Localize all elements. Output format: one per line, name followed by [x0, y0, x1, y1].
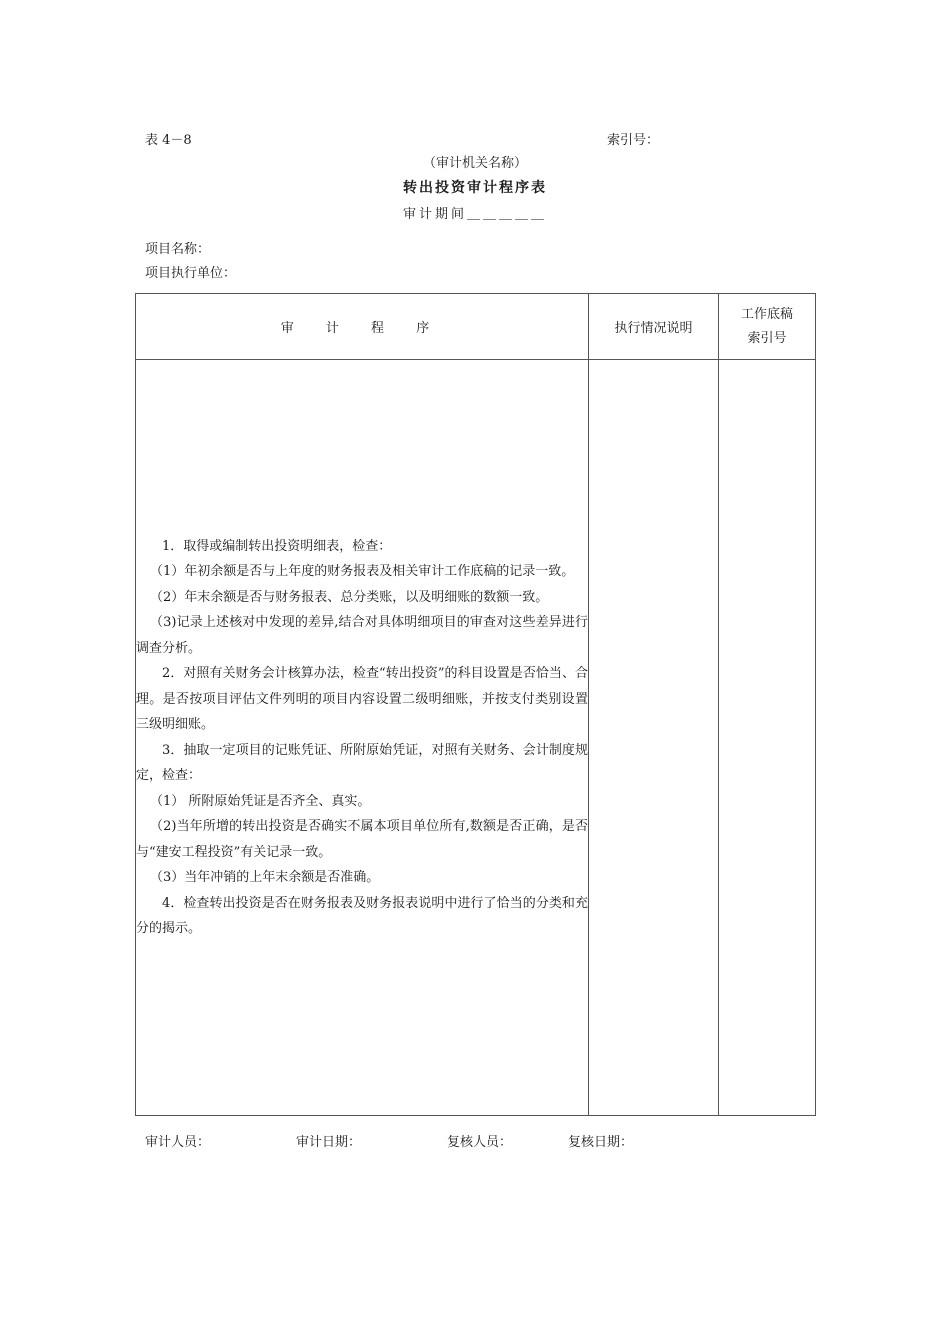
column-header-workpaper-index	[719, 294, 816, 360]
procedure-item: （1）年初余额是否与上年度的财务报表及相关审计工作底稿的记录一致。	[150, 564, 575, 579]
procedure-item: 2．对照有关财务会计核算办法，检查“转出投资”的科目设置是否恰当、合理。是否按项目评估文件列明的项目内容设置二级明细账，并按支付类别设置三级明细账。	[136, 666, 588, 732]
page-title: 转出投资审计程序表	[403, 180, 547, 196]
audit-procedure-table	[135, 293, 816, 1116]
index-number-label: 索引号：	[607, 133, 660, 148]
review-date-label: 复核日期：	[568, 1135, 634, 1150]
table-number: 表 4－8	[145, 133, 192, 148]
organization-name: （审计机关名称）	[422, 156, 527, 171]
column-header-procedure: 审 计 程 序	[136, 294, 589, 360]
audit-date-label: 审计日期：	[296, 1135, 362, 1150]
procedure-item: （3）当年冲销的上年末余额是否准确。	[150, 870, 380, 885]
workpaper-index-cell[interactable]	[719, 360, 816, 1116]
audit-period: 审计期间＿＿＿＿＿	[402, 207, 547, 222]
auditor-label: 审计人员：	[145, 1135, 211, 1150]
procedure-item: 3．抽取一定项目的记账凭证、所附原始凭证，对照有关财务、会计制度规定，检查：	[136, 742, 588, 783]
procedure-item: 1．取得或编制转出投资明细表，检查：	[162, 538, 392, 554]
procedure-item: （1） 所附原始凭证是否齐全、真实。	[150, 793, 371, 809]
index-label: 索引号	[747, 330, 787, 346]
table-row	[136, 360, 816, 1116]
table-header-row	[136, 294, 816, 360]
workpaper-label: 工作底稿	[740, 306, 793, 322]
procedure-cell	[136, 360, 589, 1116]
procedure-item: （3)记录上述核对中发现的差异,结合对具体明细项目的审查对这些差异进行调查分析。	[136, 615, 588, 656]
project-name-label: 项目名称：	[145, 242, 211, 257]
reviewer-label: 复核人员：	[447, 1135, 513, 1150]
project-unit-label: 项目执行单位：	[145, 266, 237, 281]
execution-notes-cell[interactable]	[589, 360, 719, 1116]
procedure-item: （2）年末余额是否与财务报表、总分类账，以及明细账的数额一致。	[150, 589, 549, 605]
column-header-execution: 执行情况说明	[589, 294, 719, 360]
procedure-item: 4．检查转出投资是否在财务报表及财务报表说明中进行了恰当的分类和充分的揭示。	[136, 895, 588, 936]
procedure-item: （2)当年所增的转出投资是否确实不属本项目单位所有,数额是否正确，是否与“建安工程投资”有关记录一致。	[136, 819, 588, 860]
